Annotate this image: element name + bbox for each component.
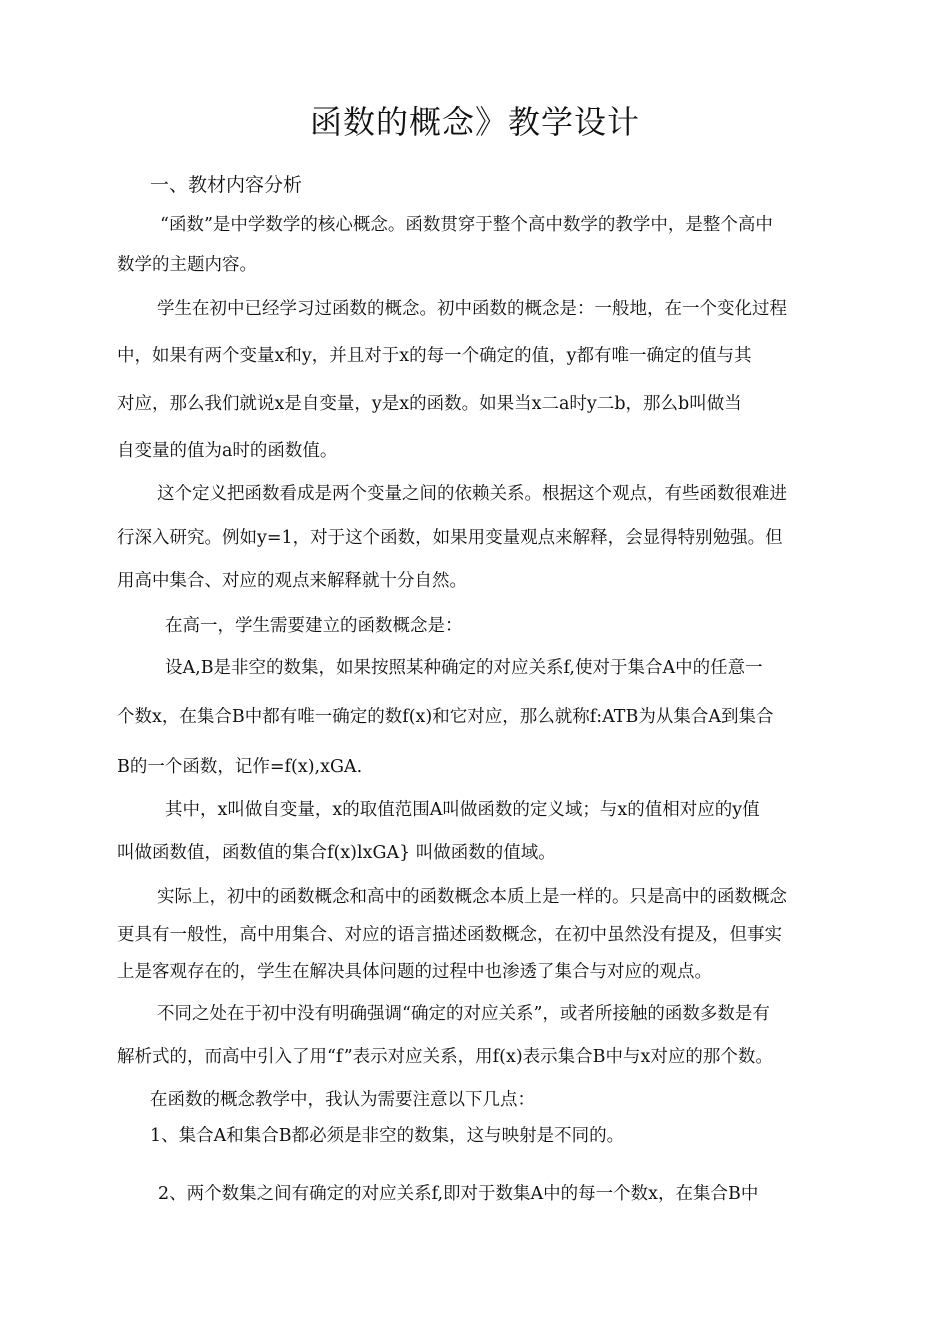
paragraph-line: 其中，x叫做自变量，x的取值范围A叫做函数的定义域；与x的值相对应的y值 bbox=[165, 800, 760, 820]
paragraph-line: 用高中集合、对应的观点来解释就十分自然。 bbox=[117, 571, 467, 591]
paragraph-line: 不同之处在于初中没有明确强调“确定的对应关系”，或者所接触的函数多数是有 bbox=[157, 1004, 770, 1024]
paragraph-line: 在高一，学生需要建立的函数概念是： bbox=[165, 616, 463, 636]
paragraph-line: 对应，那么我们就说x是自变量，y是x的函数。如果当x二a时y二b，那么b叫做当 bbox=[117, 394, 742, 414]
paragraph-line: 在函数的概念教学中，我认为需要注意以下几点： bbox=[150, 1090, 535, 1110]
paragraph-line: 自变量的值为a时的函数值。 bbox=[117, 441, 338, 461]
paragraph-line: 2、两个数集之间有确定的对应关系f,即对于数集A中的每一个数x，在集合B中 bbox=[158, 1184, 759, 1204]
paragraph-line: 解析式的，而高中引入了用“f”表示对应关系，用f(x)表示集合B中与x对应的那个数。 bbox=[117, 1047, 773, 1067]
paragraph-line: 这个定义把函数看成是两个变量之间的依赖关系。根据这个观点，有些函数很难进 bbox=[157, 484, 787, 504]
paragraph-line: 学生在初中已经学习过函数的概念。初中函数的概念是：一般地，在一个变化过程 bbox=[157, 299, 787, 319]
document-title: 函数的概念》教学设计 bbox=[309, 103, 640, 141]
paragraph-line: “函数”是中学数学的核心概念。函数贯穿于整个高中数学的教学中，是整个高中 bbox=[160, 215, 773, 235]
paragraph-line: 上是客观存在的，学生在解决具体问题的过程中也渗透了集合与对应的观点。 bbox=[117, 962, 712, 982]
paragraph-line: 行深入研究。例如y=1，对于这个函数，如果用变量观点来解释，会显得特别勉强。但 bbox=[117, 528, 783, 548]
paragraph-line: 中，如果有两个变量x和y，并且对于x的每一个确定的值，y都有唯一确定的值与其 bbox=[117, 346, 752, 366]
paragraph-line: 个数x，在集合B中都有唯一确定的数f(x)和它对应，那么就称f:ATB为从集合A到集合 bbox=[117, 707, 774, 727]
paragraph-line: B的一个函数，记作=f(x),xGA. bbox=[117, 757, 363, 777]
section-heading: 一、教材内容分析 bbox=[150, 174, 303, 196]
paragraph-line: 叫做函数值，函数值的集合f(x)lxGA} 叫做函数的值域。 bbox=[117, 843, 556, 863]
paragraph-line: 更具有一般性，高中用集合、对应的语言描述函数概念，在初中虽然没有提及，但事实 bbox=[117, 925, 782, 945]
paragraph-line: 设A,B是非空的数集，如果按照某种确定的对应关系f,使对于集合A中的任意一 bbox=[165, 658, 763, 678]
paragraph-line: 1、集合A和集合B都必须是非空的数集，这与映射是不同的。 bbox=[150, 1126, 625, 1146]
paragraph-line: 数学的主题内容。 bbox=[117, 255, 257, 275]
paragraph-line: 实际上，初中的函数概念和高中的函数概念本质上是一样的。只是高中的函数概念 bbox=[157, 887, 787, 907]
